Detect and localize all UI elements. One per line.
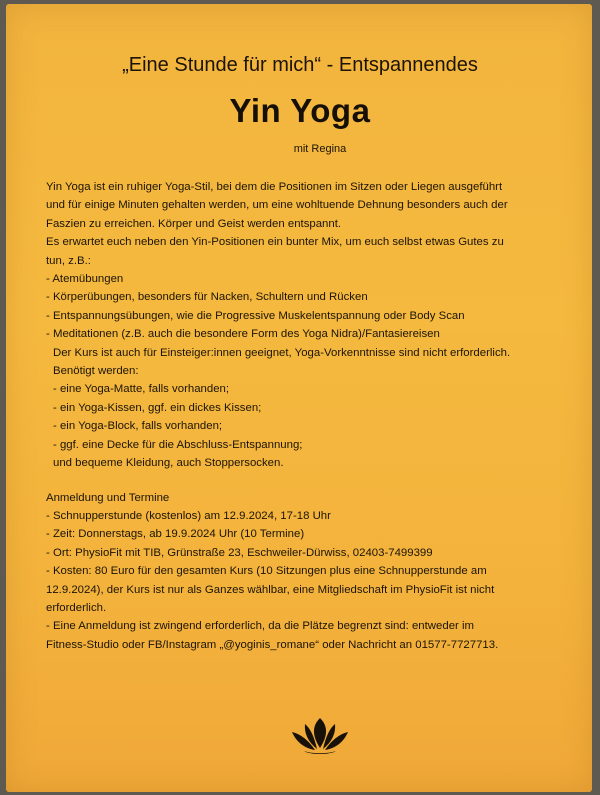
activity-item: - Atemübungen (46, 273, 124, 286)
intro-line: tun, z.B.: (46, 254, 91, 267)
intro-line: Es erwartet euch neben den Yin-Positionen ein bunter Mix, um euch selbst etwas Gutes zu (46, 236, 504, 249)
flyer-body (46, 178, 586, 654)
needed-item: und bequeme Kleidung, auch Stoppersocken. (53, 457, 284, 470)
needed-item: - ggf. eine Decke für die Abschluss-Entspannung; (53, 438, 303, 451)
registration-signup: - Eine Anmeldung ist zwingend erforderlich, da die Plätze begrenzt sind: entweder im (46, 620, 475, 633)
registration-signup: Fitness-Studio oder FB/Instagram „@yoginis_romane“ oder Nachricht an 01577-7727713. (46, 638, 499, 651)
instructor-byline: mit Regina (293, 143, 347, 155)
flyer-title: Yin Yoga (229, 92, 371, 129)
registration-place: - Ort: PhysioFit mit TIB, Grünstraße 23, Eschweiler-Dürwiss, 02403-7499399 (46, 546, 433, 559)
registration-time: - Zeit: Donnerstags, ab 19.9.2024 Uhr (10 Termine) (46, 528, 305, 541)
activity-item: - Entspannungsübungen, wie die Progressive Muskelentspannung oder Body Scan (46, 309, 465, 322)
registration-heading: Anmeldung und Termine (46, 491, 170, 504)
needed-item: - eine Yoga-Matte, falls vorhanden; (53, 383, 230, 396)
needed-item: - ein Yoga-Block, falls vorhanden; (53, 420, 223, 433)
needed-heading: Benötigt werden: (53, 365, 139, 378)
intro-line: und für einige Minuten gehalten werden, um eine wohltuende Dehnung besonders auch der (46, 199, 508, 212)
flyer-subtitle: „Eine Stunde für mich“ - Entspannendes (122, 54, 478, 76)
lotus-icon (290, 716, 350, 756)
registration-cost: - Kosten: 80 Euro für den gesamten Kurs (10 Sitzungen plus eine Schnupperstunde am (46, 565, 487, 578)
intro-line: Faszien zu erreichen. Körper und Geist werden entspannt. (46, 217, 342, 230)
registration-cost: 12.9.2024), der Kurs ist nur als Ganzes wählbar, eine Mitgliedschaft im PhysioFit ist nicht (46, 583, 495, 596)
intro-line: Yin Yoga ist ein ruhiger Yoga-Stil, bei dem die Positionen im Sitzen oder Liegen ausgeführt (46, 181, 503, 193)
registration-cost: erforderlich. (46, 601, 107, 614)
registration-trial: - Schnupperstunde (kostenlos) am 12.9.2024, 17-18 Uhr (46, 509, 331, 522)
activity-item: - Körperübungen, besonders für Nacken, Schultern und Rücken (46, 291, 368, 304)
activity-item: - Meditationen (z.B. auch die besondere Form des Yoga Nidra)/Fantasiereisen (46, 328, 440, 341)
suitability-note: Der Kurs ist auch für Einsteiger:innen geeignet, Yoga-Vorkenntnisse sind nicht erforderlich. (53, 346, 511, 359)
needed-item: - ein Yoga-Kissen, ggf. ein dickes Kissen; (53, 401, 262, 414)
